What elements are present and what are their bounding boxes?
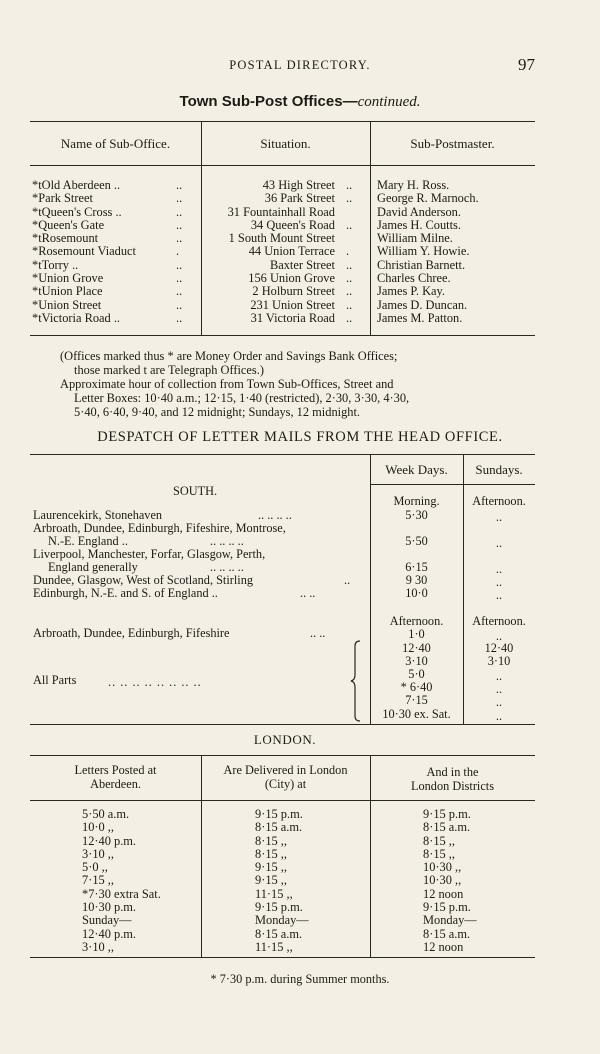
route-dots: .. .. bbox=[310, 626, 326, 640]
postmaster: James H. Coutts. bbox=[377, 218, 461, 232]
sunday-time: 12·40 bbox=[484, 641, 514, 655]
week-time: 5·0 bbox=[408, 667, 425, 681]
leader-dot: .. bbox=[346, 258, 353, 272]
note-line: (Offices marked thus * are Money Order and Savings Bank Offices; bbox=[60, 349, 398, 363]
leader-dot: .. bbox=[346, 311, 353, 325]
postmaster: William Y. Howie. bbox=[377, 245, 470, 259]
london-header-rule bbox=[30, 800, 535, 801]
sunday-time: .. bbox=[495, 682, 503, 696]
col-head-districts bbox=[370, 765, 535, 793]
postmaster: James P. Kay. bbox=[377, 285, 446, 299]
postmaster: William Milne. bbox=[377, 232, 453, 246]
route-line: Laurencekirk, Stonehaven bbox=[33, 508, 163, 522]
sunday-afternoon-label: Afternoon. bbox=[472, 494, 526, 508]
posted-time: 10·0 ,, bbox=[82, 821, 115, 835]
leader-dot: .. bbox=[346, 298, 353, 312]
sunday-time: .. bbox=[495, 709, 503, 723]
leader-dot: .. bbox=[176, 311, 183, 325]
situation: Baxter Street bbox=[269, 258, 335, 272]
district-time: 9·15 p.m. bbox=[423, 901, 471, 915]
situation: 31 Victoria Road bbox=[250, 311, 335, 325]
postmasters bbox=[377, 179, 533, 325]
situation: 31 Fountainhall Road bbox=[227, 205, 335, 219]
section-title-suffix: continued. bbox=[357, 94, 421, 110]
route-dots: .. bbox=[344, 573, 351, 587]
district-time: 12 noon bbox=[423, 940, 464, 954]
city-time: 9·15 p.m. bbox=[255, 901, 303, 915]
london-top-rule bbox=[30, 755, 535, 756]
london-city-times bbox=[255, 808, 365, 954]
city-time: Monday— bbox=[255, 914, 309, 928]
district-time: 10·30 ,, bbox=[423, 874, 462, 888]
london-posted-times bbox=[82, 808, 192, 954]
city-time: 9·15 ,, bbox=[255, 861, 288, 875]
district-time: 12 noon bbox=[423, 887, 464, 901]
sunday-time: .. bbox=[495, 669, 503, 683]
leader-dot: . bbox=[176, 245, 180, 259]
route-line: Arbroath, Dundee, Edinburgh, Fifeshire, Montrose, bbox=[33, 521, 286, 535]
col-head-posted bbox=[30, 763, 201, 791]
afternoon-label: Afternoon. bbox=[389, 614, 444, 628]
posted-time: *7·30 extra Sat. bbox=[82, 887, 161, 901]
note-line: those marked t are Telegraph Offices.) bbox=[74, 363, 264, 377]
week-time: 10·0 bbox=[405, 586, 428, 600]
district-time: 8·15 ,, bbox=[423, 847, 456, 861]
col-head-city-line: Are Delivered in London bbox=[223, 763, 348, 777]
despatch-title: DESPATCH OF LETTER MAILS FROM THE HEAD OFFICE. bbox=[97, 429, 503, 445]
situation: 44 Union Terrace bbox=[248, 245, 335, 259]
route-line: Edinburgh, N.-E. and S. of England .. bbox=[33, 586, 218, 600]
district-time: 8·15 a.m. bbox=[423, 821, 471, 835]
district-time: 10·30 ,, bbox=[423, 861, 462, 875]
col-head-districts-line: And in the bbox=[426, 765, 479, 779]
week-time: 5·50 bbox=[405, 534, 428, 548]
section-title-main: Town Sub-Post Offices— bbox=[179, 93, 358, 110]
south-heading: SOUTH. bbox=[173, 484, 218, 498]
postmaster: David Anderson. bbox=[377, 205, 461, 219]
postmaster: Mary H. Ross. bbox=[377, 179, 450, 192]
col-head-city bbox=[201, 763, 370, 791]
route-line: Liverpool, Manchester, Forfar, Glasgow, Perth, bbox=[33, 547, 266, 561]
situations bbox=[203, 179, 335, 325]
col-head-districts-line: London Districts bbox=[411, 779, 494, 793]
leader-dot: .. bbox=[176, 205, 183, 219]
leader-dot: .. bbox=[346, 272, 353, 286]
leader-dot: .. bbox=[176, 218, 183, 232]
sunday-time: .. bbox=[495, 510, 503, 524]
week-time: 1·0 bbox=[408, 627, 425, 641]
postmaster: George R. Marnoch. bbox=[377, 192, 479, 206]
sub-office-names bbox=[32, 179, 162, 325]
posted-time: 5·50 a.m. bbox=[82, 808, 130, 821]
col-head-situation: Situation. bbox=[260, 136, 311, 151]
table-bottom-rule bbox=[30, 335, 535, 336]
despatch-bottom-rule bbox=[30, 724, 535, 725]
sunday-afternoon-label-2: Afternoon. bbox=[472, 614, 526, 628]
col-head-week-days: Week Days. bbox=[385, 462, 448, 477]
sub-office-name: *Union Street bbox=[32, 298, 102, 312]
leader-dot: .. bbox=[176, 192, 183, 206]
week-time: 5·30 bbox=[405, 508, 428, 522]
route-dots: .. .. bbox=[300, 586, 316, 600]
posted-time: Sunday— bbox=[82, 914, 132, 928]
district-time: 9·15 p.m. bbox=[423, 808, 471, 821]
col-head-city-line: (City) at bbox=[264, 777, 307, 791]
district-time: 8·15 ,, bbox=[423, 834, 456, 848]
table-header-rule bbox=[30, 165, 535, 166]
situation: 36 Park Street bbox=[264, 192, 335, 206]
situation: 1 South Mount Street bbox=[228, 232, 335, 246]
leader-dot bbox=[346, 206, 366, 219]
leader-dot: .. bbox=[176, 232, 183, 246]
leader-dot: .. bbox=[176, 258, 183, 272]
situation: 43 High Street bbox=[262, 179, 335, 192]
district-time: 8·15 a.m. bbox=[423, 927, 471, 941]
situation: 34 Queen's Road bbox=[250, 218, 335, 232]
table-divider-1 bbox=[201, 121, 202, 335]
week-time: 3·10 bbox=[405, 654, 428, 668]
london-bottom-rule bbox=[30, 957, 535, 958]
city-time: 8·15 a.m. bbox=[255, 927, 303, 941]
all-parts-dots: .. .. .. .. .. .. .. .. bbox=[108, 675, 202, 689]
week-time: * 6·40 bbox=[400, 680, 433, 694]
running-head: POSTAL DIRECTORY. bbox=[229, 58, 371, 72]
leader-dot: .. bbox=[346, 192, 353, 206]
sunday-time: .. bbox=[495, 695, 503, 709]
despatch-header-rule bbox=[370, 484, 535, 485]
section-title bbox=[0, 93, 600, 111]
week-time: 10·30 ex. Sat. bbox=[382, 707, 451, 721]
leader-dot: .. bbox=[346, 218, 353, 232]
london-district-times bbox=[423, 808, 533, 954]
route-line: Arbroath, Dundee, Edinburgh, Fifeshire bbox=[33, 626, 230, 640]
postmaster: Christian Barnett. bbox=[377, 258, 466, 272]
city-time: 11·15 ,, bbox=[255, 940, 293, 954]
sub-office-name: *tTorry .. bbox=[32, 258, 79, 272]
week-time: 6·15 bbox=[405, 560, 428, 574]
sunday-time: .. bbox=[495, 536, 503, 550]
sub-office-name: *Queen's Gate bbox=[32, 218, 105, 232]
city-time: 9·15 ,, bbox=[255, 874, 288, 888]
route-dots: .. .. .. .. bbox=[258, 508, 292, 522]
table-top-rule bbox=[30, 121, 535, 122]
brace-icon bbox=[350, 640, 364, 722]
postmaster: James D. Duncan. bbox=[377, 298, 468, 312]
page-number: 97 bbox=[518, 55, 535, 74]
sub-office-name: *Rosemount Viaduct bbox=[32, 245, 136, 259]
route-dots: .. .. .. .. bbox=[210, 534, 244, 548]
note-line: Letter Boxes: 10·40 a.m.; 12·15, 1·40 (restricted), 2·30, 3·30, 4·30, bbox=[74, 391, 410, 405]
sunday-time: 3·10 bbox=[487, 654, 511, 668]
district-time: Monday— bbox=[423, 914, 477, 928]
sunday-time: .. bbox=[495, 629, 503, 643]
leader-dot bbox=[346, 232, 366, 245]
leader-dot: .. bbox=[176, 298, 183, 312]
note-line: Approximate hour of collection from Town Sub-Offices, Street and bbox=[60, 377, 394, 391]
footnote: * 7·30 p.m. during Summer months. bbox=[210, 972, 390, 986]
table-divider-2 bbox=[370, 121, 371, 335]
leader-dot: .. bbox=[176, 179, 183, 192]
sunday-time: .. bbox=[495, 562, 503, 576]
route-line: Dundee, Glasgow, West of Scotland, Stirling bbox=[33, 573, 253, 587]
sub-office-name: *tQueen's Cross .. bbox=[32, 205, 122, 219]
sub-office-name: *tOld Aberdeen .. bbox=[32, 179, 121, 192]
sub-office-name: *tVictoria Road .. bbox=[32, 311, 121, 325]
route-dots: .. .. .. .. bbox=[210, 560, 244, 574]
leader-dot: .. bbox=[176, 285, 183, 299]
city-time: 9·15 p.m. bbox=[255, 808, 303, 821]
posted-time: 3·10 ,, bbox=[82, 940, 115, 954]
situation: 2 Holburn Street bbox=[252, 285, 335, 299]
col-head-posted-line: Aberdeen. bbox=[90, 777, 141, 791]
sub-office-name: *Park Street bbox=[32, 192, 93, 206]
sunday-time: .. bbox=[495, 588, 503, 602]
sunday-time: .. bbox=[495, 575, 503, 589]
week-time: 12·40 bbox=[402, 641, 431, 655]
city-time: 11·15 ,, bbox=[255, 887, 293, 901]
all-parts-label: All Parts bbox=[33, 673, 77, 687]
note-line: 5·40, 6·40, 9·40, and 12 midnight; Sundays, 12 midnight. bbox=[74, 405, 361, 419]
route-line-cont: England generally bbox=[48, 560, 138, 574]
sub-office-name: *tUnion Place bbox=[32, 285, 103, 299]
leader-dot: . bbox=[346, 245, 350, 259]
posted-time: 12·40 p.m. bbox=[82, 834, 137, 848]
route-line-cont: N.-E. England .. bbox=[48, 534, 128, 548]
posted-time: 7·15 ,, bbox=[82, 874, 115, 888]
situation: 156 Union Grove bbox=[248, 272, 335, 286]
leader-dots-1 bbox=[176, 179, 198, 325]
city-time: 8·15 ,, bbox=[255, 847, 288, 861]
col-head-posted-line: Letters Posted at bbox=[74, 763, 157, 777]
posted-time: 10·30 p.m. bbox=[82, 901, 137, 915]
postmaster: Charles Chree. bbox=[377, 272, 451, 286]
morning-label: Morning. bbox=[393, 494, 440, 508]
posted-time: 5·0 ,, bbox=[82, 861, 108, 875]
leader-dots-2 bbox=[346, 179, 366, 325]
posted-time: 12·40 p.m. bbox=[82, 927, 137, 941]
leader-dot: .. bbox=[176, 272, 183, 286]
city-time: 8·15 ,, bbox=[255, 834, 288, 848]
leader-dot: .. bbox=[346, 285, 353, 299]
situation: 231 Union Street bbox=[250, 298, 335, 312]
col-head-postmaster: Sub-Postmaster. bbox=[410, 136, 495, 151]
london-heading: LONDON. bbox=[253, 732, 317, 747]
postmaster: James M. Patton. bbox=[377, 311, 463, 325]
sub-office-name: *Union Grove bbox=[32, 272, 104, 286]
leader-dot: .. bbox=[346, 179, 353, 192]
col-head-sundays: Sundays. bbox=[475, 462, 523, 477]
posted-time: 3·10 ,, bbox=[82, 847, 115, 861]
city-time: 8·15 a.m. bbox=[255, 821, 303, 835]
week-time: 7·15 bbox=[405, 693, 428, 707]
sub-office-name: *tRosemount bbox=[32, 232, 99, 246]
col-head-name: Name of Sub-Office. bbox=[60, 136, 171, 151]
despatch-top-rule bbox=[30, 454, 535, 455]
week-time: 9 30 bbox=[405, 573, 428, 587]
